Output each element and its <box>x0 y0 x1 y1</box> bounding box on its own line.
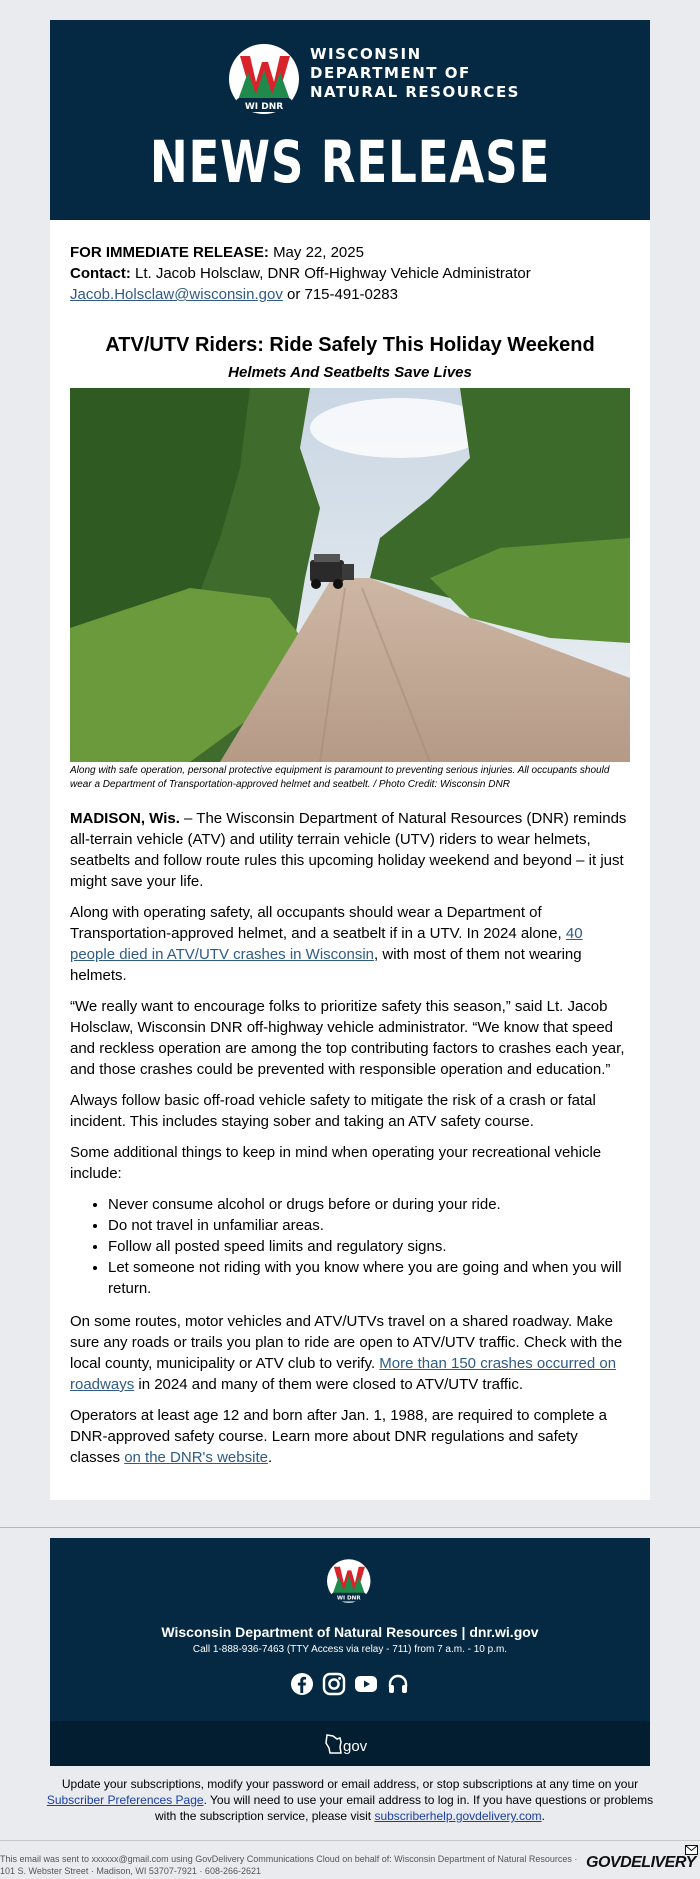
subscription-notice: Update your subscriptions, modify your password or email address, or stop subscriptions at any time on your Subscriber Preferences Page. You will need to use your email address to log in. If you have questions or problems with the subscription service, please visit subscriberhelp.govdelivery.com. <box>46 1777 654 1823</box>
paragraph-1: MADISON, Wis. – The Wisconsin Department of Natural Resources (DNR) reminds all-terrain vehicle (ATV) and utility terrain vehicle (UTV) riders to wear helmets, seatbelts and follow route rules this upcoming holiday weekend and beyond – it just might save your life. <box>70 810 627 890</box>
crash-deaths-link[interactable]: 40 people died in ATV/UTV crashes in Wisconsin <box>70 925 583 963</box>
dnr-logo-text: WI DNR <box>244 102 284 112</box>
dnr-website-link[interactable]: on the DNR's website <box>124 1449 268 1466</box>
contact-name: Lt. Jacob Holsclaw, DNR Off-Highway Vehicle Administrator <box>135 265 531 282</box>
contact-label: Contact: <box>70 265 131 282</box>
gov-band <box>50 1721 650 1766</box>
paragraph-6: On some routes, motor vehicles and ATV/UTVs travel on a shared roadway. Make sure any roads or trails you plan to ride are open to ATV/UTV traffic. Check with the local county, municipality or ATV club to verify. More than 150 crashes occurred on roadways in 2024 and many of them were closed to ATV/UTV traffic. <box>70 1313 623 1393</box>
list-item: • Do not travel in unfamiliar areas. <box>108 1215 630 1236</box>
news-header <box>50 20 650 220</box>
subscriber-preferences-link[interactable]: Subscriber Preferences Page <box>46 1793 204 1807</box>
paragraph-4: Always follow basic off-road vehicle safety to mitigate the risk of a crash or fatal incident. This includes staying sober and taking an ATV safety course. <box>70 1092 596 1130</box>
paragraph-3: “We really want to encourage folks to prioritize safety this season,” said Lt. Jacob Holsclaw, Wisconsin DNR off-highway vehicle administrator. “We know that speed and reckless operation are among the top contributing factors to crashes each year, and those crashes could be prevented with responsible operation and education.” <box>70 998 625 1078</box>
sent-notice: This email was sent to xxxxxx@gmail.com using GovDelivery Communications Cloud on behalf of: Wisconsin Department of Natural Resources · 101 S. Webster Street · Madison, WI 53707-7921 · 608-266-2621 <box>0 1854 578 1876</box>
contact-email-link[interactable]: Jacob.Holsclaw@wisconsin.gov <box>70 286 283 303</box>
divider <box>0 1527 700 1528</box>
list-item: • Let someone not riding with you know where you are going and when you will return. <box>108 1257 630 1299</box>
facebook-icon[interactable] <box>290 1672 314 1696</box>
roadway-crashes-link[interactable]: More than 150 crashes occurred on roadways <box>70 1355 617 1393</box>
release-label: FOR IMMEDIATE RELEASE: <box>70 244 269 261</box>
footer <box>50 1538 650 1766</box>
atv-trail-photo <box>70 388 630 762</box>
divider <box>0 1840 700 1841</box>
dateline: MADISON, Wis. <box>70 810 180 827</box>
safety-tips-list <box>108 1194 630 1299</box>
paragraph-7: Operators at least age 12 and born after Jan. 1, 1988, are required to complete a DNR-approved safety course. Learn more about DNR regulations and safety classes on the DNR's website. <box>70 1407 608 1466</box>
social-links <box>50 1672 650 1696</box>
subscriber-help-link[interactable]: subscriberhelp.govdelivery.com <box>374 1809 542 1823</box>
article-subhead: Helmets And Seatbelts Save Lives <box>228 364 472 381</box>
agency-name: WISCONSIN DEPARTMENT OF NATURAL RESOURCES <box>310 45 520 101</box>
footer-phone-line: Call 1-888-936-7463 (TTY Access via relay - 711) from 7 a.m. - 10 p.m. <box>192 1644 508 1655</box>
envelope-icon <box>685 1845 698 1855</box>
youtube-icon[interactable] <box>354 1672 378 1696</box>
govdelivery-logo[interactable]: GOVDELIVERY <box>586 1854 696 1871</box>
contact-phone: 715-491-0283 <box>304 286 398 303</box>
footer-dnr-logo[interactable] <box>325 1558 375 1604</box>
paragraph-2: Along with operating safety, all occupants should wear a Department of Transportation-approved helmet, and a seatbelt if in a UTV. In 2024 alone, 40 people died in ATV/UTV crashes in Wisconsin, with most of them not wearing helmets. <box>70 904 583 984</box>
list-item: • Follow all posted speed limits and regulatory signs. <box>108 1236 630 1257</box>
footer-logo-text: WI DNR <box>336 1595 361 1602</box>
wisconsin-state-icon <box>325 1733 343 1755</box>
instagram-icon[interactable] <box>322 1672 346 1696</box>
release-meta: FOR IMMEDIATE RELEASE: May 22, 2025 Contact: Lt. Jacob Holsclaw, DNR Off-Highway Vehicle Administrator Jacob.Holsclaw@wisconsin.gov or 715-491-0283 <box>70 244 531 303</box>
photo-caption: Along with safe operation, personal protective equipment is paramount to preventing serious injuries. All occupants should wear a Department of Transportation-approved helmet and seatbelt. / Photo Credit: Wisconsin DNR <box>70 765 610 790</box>
gov-label: gov <box>343 1738 368 1755</box>
list-item: • Never consume alcohol or drugs before or during your ride. <box>108 1194 630 1215</box>
article-headline: ATV/UTV Riders: Ride Safely This Holiday Weekend <box>105 334 595 356</box>
article-body <box>70 808 630 1478</box>
paragraph-5: Some additional things to keep in mind when operating your recreational vehicle include: <box>70 1144 602 1182</box>
footer-agency-line: Wisconsin Department of Natural Resources | dnr.wi.gov <box>161 1624 539 1640</box>
wisconsin-gov-logo[interactable] <box>325 1733 367 1755</box>
dnr-logo <box>226 42 306 116</box>
article-card <box>50 220 650 1500</box>
release-date: May 22, 2025 <box>273 244 364 261</box>
news-release-title: NEWS RELEASE <box>149 128 551 196</box>
podcast-icon[interactable] <box>386 1672 410 1696</box>
